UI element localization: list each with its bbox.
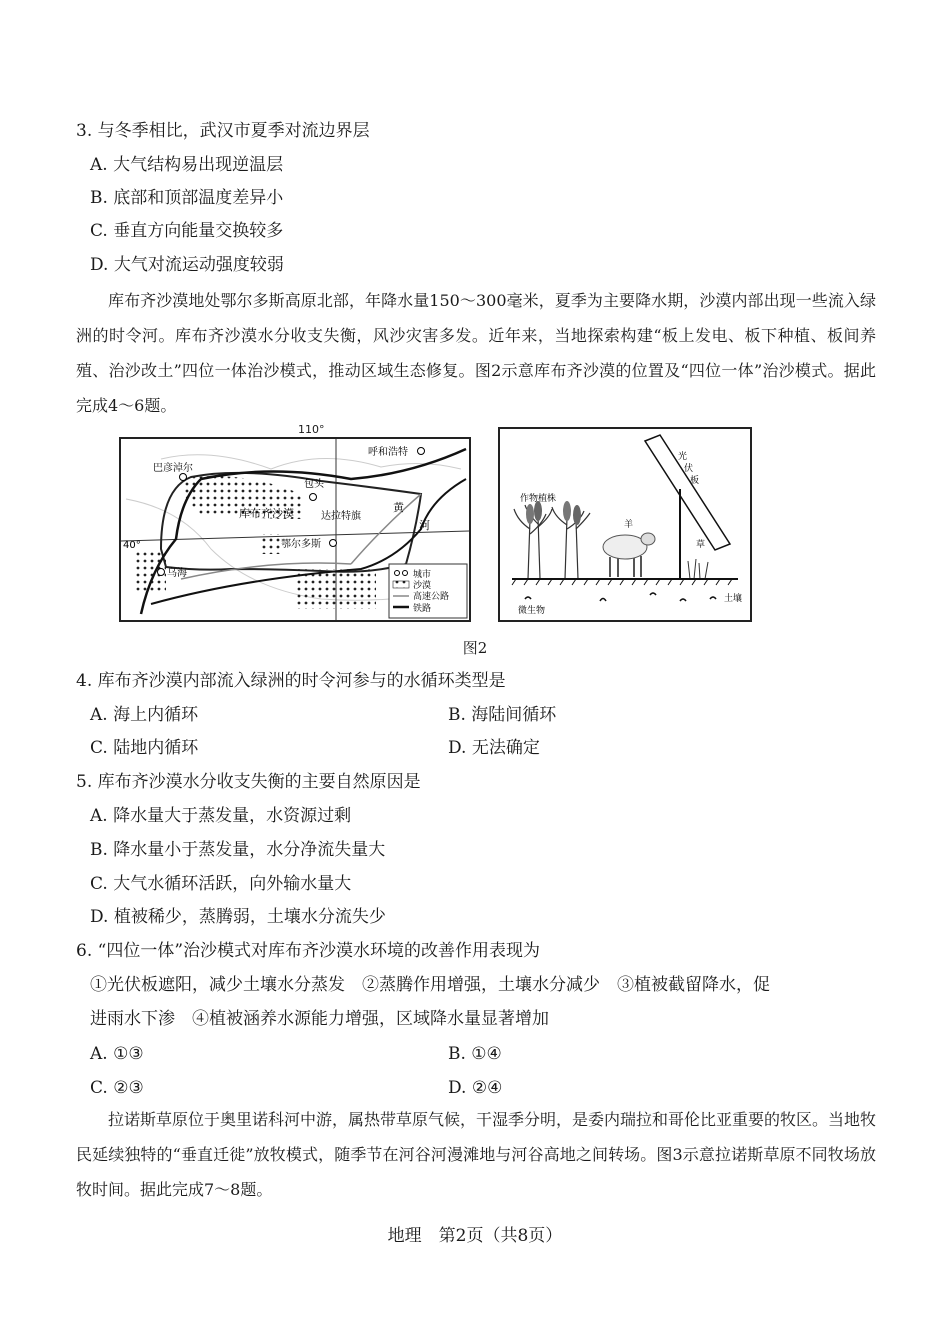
q4-stem: 4. 库布齐沙漠内部流入绿洲的时令河参与的水循环类型是	[76, 671, 506, 691]
q6-option-a: A. ①③	[90, 1044, 144, 1064]
grass-label: 草	[696, 540, 706, 550]
legend-railway: 铁路	[413, 604, 432, 614]
grass	[688, 559, 708, 579]
q6-stem: 6. “四位一体”治沙模式对库布齐沙漠水环境的改善作用表现为	[76, 941, 541, 961]
q3-option-b: B. 底部和顶部温度差异小	[90, 188, 284, 208]
sheep-label: 羊	[624, 520, 634, 530]
desert-label: 库布齐沙漠	[239, 507, 294, 520]
q3-option-d: D. 大气对流运动强度较弱	[90, 255, 284, 275]
microbe-label: 微生物	[518, 606, 546, 616]
legend-desert-icon	[393, 581, 409, 588]
q5-option-a: A. 降水量大于蒸发量，水资源过剩	[90, 806, 352, 826]
map-figure	[119, 437, 471, 622]
city-marker	[180, 474, 187, 481]
solar-panel	[645, 435, 730, 550]
river-label-he: 河	[419, 519, 430, 532]
city-label-hohhot: 呼和浩特	[368, 447, 408, 458]
river-label-huang: 黄	[393, 501, 404, 514]
q3-option-a: A. 大气结构易出现逆温层	[90, 155, 284, 175]
page-footer: 地理 第2页（共8页）	[387, 1226, 563, 1246]
q5-option-d: D. 植被稀少，蒸腾弱，土壤水分流失少	[90, 907, 386, 927]
lon-label: 110°	[298, 423, 325, 436]
sheep	[603, 533, 655, 577]
passage-llanos	[76, 1102, 876, 1207]
crop-label: 作物植株	[520, 494, 557, 504]
crop-ear	[534, 501, 542, 521]
city-label-bayannur: 巴彦淖尔	[153, 463, 193, 474]
map-svg	[121, 439, 469, 620]
crop-ear	[563, 501, 571, 521]
passage-kubuqi-text: 库布齐沙漠地处鄂尔多斯高原北部，年降水量150～300毫米，夏季为主要降水期，沙漠内部出现一些流入绿洲的时令河。库布齐沙漠水分收支失衡，风沙灾害多发。近年来，当地探索构建“板上发电、板下种植、板间养殖、治沙改土”四位一体治沙模式，推动区域生态修复。图2示意库布齐沙漠的位置及“四位一体”治沙模式。据此完成4～6题。	[76, 291, 876, 415]
city-marker	[330, 540, 337, 547]
city-label-wuhai: 乌海	[167, 568, 187, 579]
q5-stem: 5. 库布齐沙漠水分收支失衡的主要自然原因是	[76, 772, 421, 792]
city-label-ordos: 鄂尔多斯	[281, 539, 321, 550]
panel-label: 光伏板	[678, 452, 700, 486]
figure-caption: 图2	[462, 639, 488, 657]
crop-ear	[573, 505, 581, 525]
legend-city: 城市	[413, 570, 432, 580]
q4-option-c: C. 陆地内循环	[90, 738, 199, 758]
q5-option-b: B. 降水量小于蒸发量，水分净流失量大	[90, 840, 386, 860]
banner-label: 达拉特旗	[321, 511, 361, 522]
microbes	[525, 593, 716, 601]
q6-option-c: C. ②③	[90, 1078, 144, 1098]
q6-items-line2: 进雨水下渗 ④植被涵养水源能力增强，区域降水量显著增加	[90, 1009, 549, 1029]
q6-items-line1: ①光伏板遮阳，减少土壤水分蒸发 ②蒸腾作用增强，土壤水分减少 ③植被截留降水，促	[90, 975, 770, 995]
q3-option-c: C. 垂直方向能量交换较多	[90, 221, 284, 241]
highway	[351, 494, 421, 564]
scene-figure	[498, 427, 752, 622]
lat-label: 40°	[123, 540, 141, 551]
q6-option-d: D. ②④	[448, 1078, 503, 1098]
passage-kubuqi	[76, 283, 876, 423]
scene-svg	[500, 429, 750, 620]
city-marker	[418, 448, 425, 455]
legend-highway: 高速公路	[413, 592, 450, 602]
q5-option-c: C. 大气水循环活跃，向外输水量大	[90, 874, 352, 894]
crop-ear	[526, 504, 534, 524]
legend-desert: 沙漠	[413, 581, 432, 591]
q3-stem: 3. 与冬季相比，武汉市夏季对流边界层	[76, 121, 370, 141]
city-label-baotou: 包头	[304, 479, 324, 490]
city-marker	[310, 494, 317, 501]
city-marker	[158, 569, 165, 576]
q4-option-a: A. 海上内循环	[90, 705, 199, 725]
passage-llanos-text: 拉诺斯草原位于奥里诺科河中游，属热带草原气候，干湿季分明，是委内瑞拉和哥伦比亚重要的牧区。当地牧民延续独特的“垂直迁徙”放牧模式，随季节在河谷河漫滩地与河谷高地之间转场。图3示意拉诺斯草原不同牧场放牧时间。据此完成7～8题。	[76, 1110, 877, 1199]
q4-option-d: D. 无法确定	[448, 738, 540, 758]
soil-label: 土壤	[724, 594, 743, 604]
q6-option-b: B. ①④	[448, 1044, 502, 1064]
q4-option-b: B. 海陆间循环	[448, 705, 557, 725]
